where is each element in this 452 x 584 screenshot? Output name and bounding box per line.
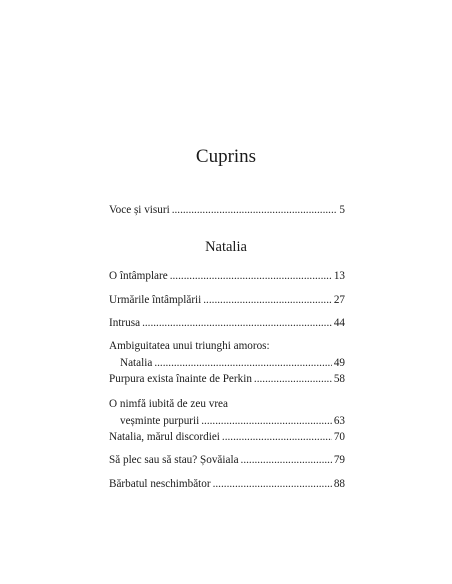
toc-entry	[109, 338, 345, 372]
toc-page-number: 49	[333, 357, 345, 369]
toc-entry-title: Bărbatul neschimbător	[109, 478, 211, 490]
toc-entry-title: Intrusa	[109, 317, 141, 329]
toc-entry-title-continued: Natalia	[120, 357, 153, 369]
toc-page-number: 58	[333, 373, 345, 385]
toc-entry-title: O întâmplare	[109, 270, 168, 282]
dot-leader	[213, 476, 332, 493]
toc-entry	[109, 315, 345, 332]
toc-page-number: 79	[333, 454, 345, 466]
toc-entry	[109, 429, 345, 446]
dot-leader	[241, 452, 332, 469]
toc-entry-title: Purpura exista înainte de Perkin	[109, 373, 252, 385]
toc-page-number: 88	[333, 478, 345, 490]
dot-leader	[222, 429, 332, 446]
toc-entry	[109, 202, 345, 219]
toc-entry	[109, 476, 345, 493]
toc-entry	[109, 268, 345, 285]
toc-entry-title-continued: veșminte purpurii	[120, 415, 200, 427]
dot-leader	[142, 315, 332, 332]
dot-leader	[170, 268, 332, 285]
dot-leader	[154, 355, 332, 372]
toc-entry	[109, 371, 345, 388]
toc-page-number: 63	[333, 415, 345, 427]
dot-leader	[254, 371, 332, 388]
toc-page-number: 13	[333, 270, 345, 282]
toc-entry-title: Să plec sau să stau? Șovăiala	[109, 454, 239, 466]
toc-entry-title: Voce și visuri	[109, 204, 170, 216]
toc-page-number: 27	[333, 294, 345, 306]
toc-page-number: 44	[333, 317, 345, 329]
toc-entry-title: Natalia, mărul discordiei	[109, 431, 220, 443]
toc-entry	[109, 292, 345, 309]
dot-leader	[201, 413, 332, 430]
toc-page-number: 5	[339, 204, 345, 216]
toc-entry	[109, 452, 345, 469]
toc-entry-title: Ambiguitatea unui triunghi amoros:	[109, 340, 270, 352]
dot-leader	[172, 202, 338, 219]
toc-entry-title: Urmările întâmplării	[109, 294, 202, 306]
toc-entry-title: O nimfă iubită de zeu vrea	[109, 398, 228, 410]
page-title: Cuprins	[195, 146, 257, 167]
toc-entry	[109, 396, 345, 430]
section-heading: Natalia	[205, 239, 247, 255]
dot-leader	[203, 292, 332, 309]
toc-page-number: 70	[333, 431, 345, 443]
